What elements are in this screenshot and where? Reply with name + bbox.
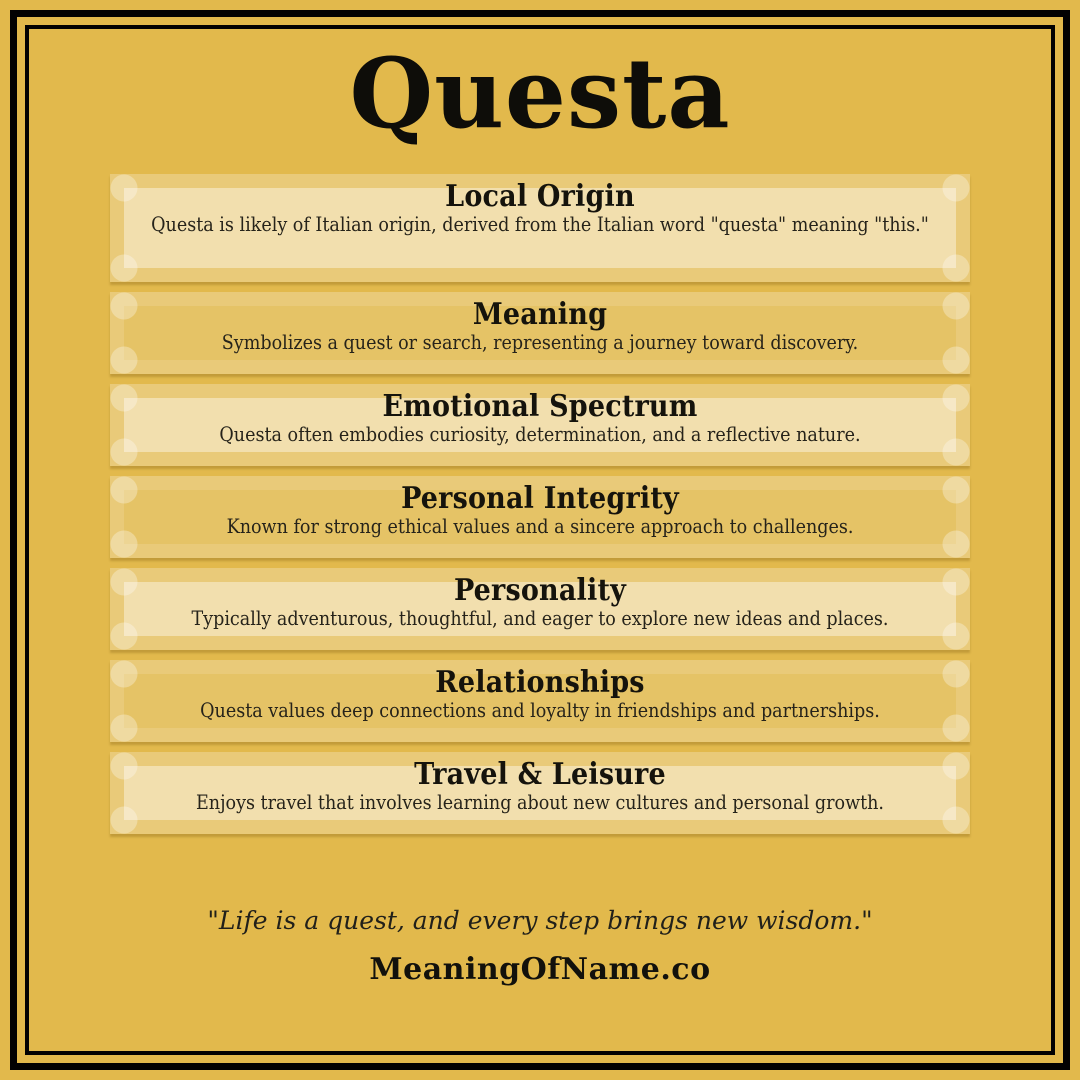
section-heading: Relationships	[435, 664, 645, 700]
panel-content	[110, 568, 970, 630]
section-heading: Personality	[453, 572, 627, 608]
panel-content	[110, 476, 970, 538]
section-heading: Meaning	[472, 296, 608, 332]
panel-content	[110, 174, 970, 236]
section-panel-personality	[110, 568, 970, 650]
section-heading: Personal Integrity	[401, 480, 679, 516]
section-text: Questa often embodies curiosity, determination, and a reflective nature.	[219, 423, 861, 447]
footer-quote: "Life is a quest, and every step brings new wisdom."	[207, 905, 873, 935]
section-panel-meaning	[110, 292, 970, 374]
card-content	[33, 33, 1047, 1047]
panel-content	[110, 292, 970, 354]
section-text: Symbolizes a quest or search, representing a journey toward discovery.	[221, 331, 859, 355]
panel-content	[110, 384, 970, 446]
section-panel-emotional-spectrum	[110, 384, 970, 466]
corner-dot	[111, 254, 138, 281]
section-panel-personal-integrity	[110, 476, 970, 558]
section-text: Typically adventurous, thoughtful, and eager to explore new ideas and places.	[191, 607, 889, 631]
section-text: Enjoys travel that involves learning about new cultures and personal growth.	[195, 791, 885, 815]
section-panel-relationships	[110, 660, 970, 742]
brand-text: MeaningOfName.co	[369, 951, 711, 987]
section-panel-local-origin	[110, 174, 970, 282]
section-text: Known for strong ethical values and a sincere approach to challenges.	[226, 515, 854, 539]
section-text: Questa values deep connections and loyalty in friendships and partnerships.	[200, 699, 880, 723]
section-heading: Local Origin	[445, 178, 635, 214]
section-text: Questa is likely of Italian origin, derived from the Italian word "questa" meaning "this."	[151, 213, 929, 237]
section-heading: Travel & Leisure	[414, 756, 666, 792]
section-heading: Emotional Spectrum	[382, 388, 698, 424]
sections-list	[110, 174, 970, 834]
corner-dot	[943, 254, 970, 281]
panel-content	[110, 660, 970, 722]
section-panel-travel-leisure	[110, 752, 970, 834]
panel-content	[110, 752, 970, 814]
page-title: Questa	[349, 37, 731, 150]
